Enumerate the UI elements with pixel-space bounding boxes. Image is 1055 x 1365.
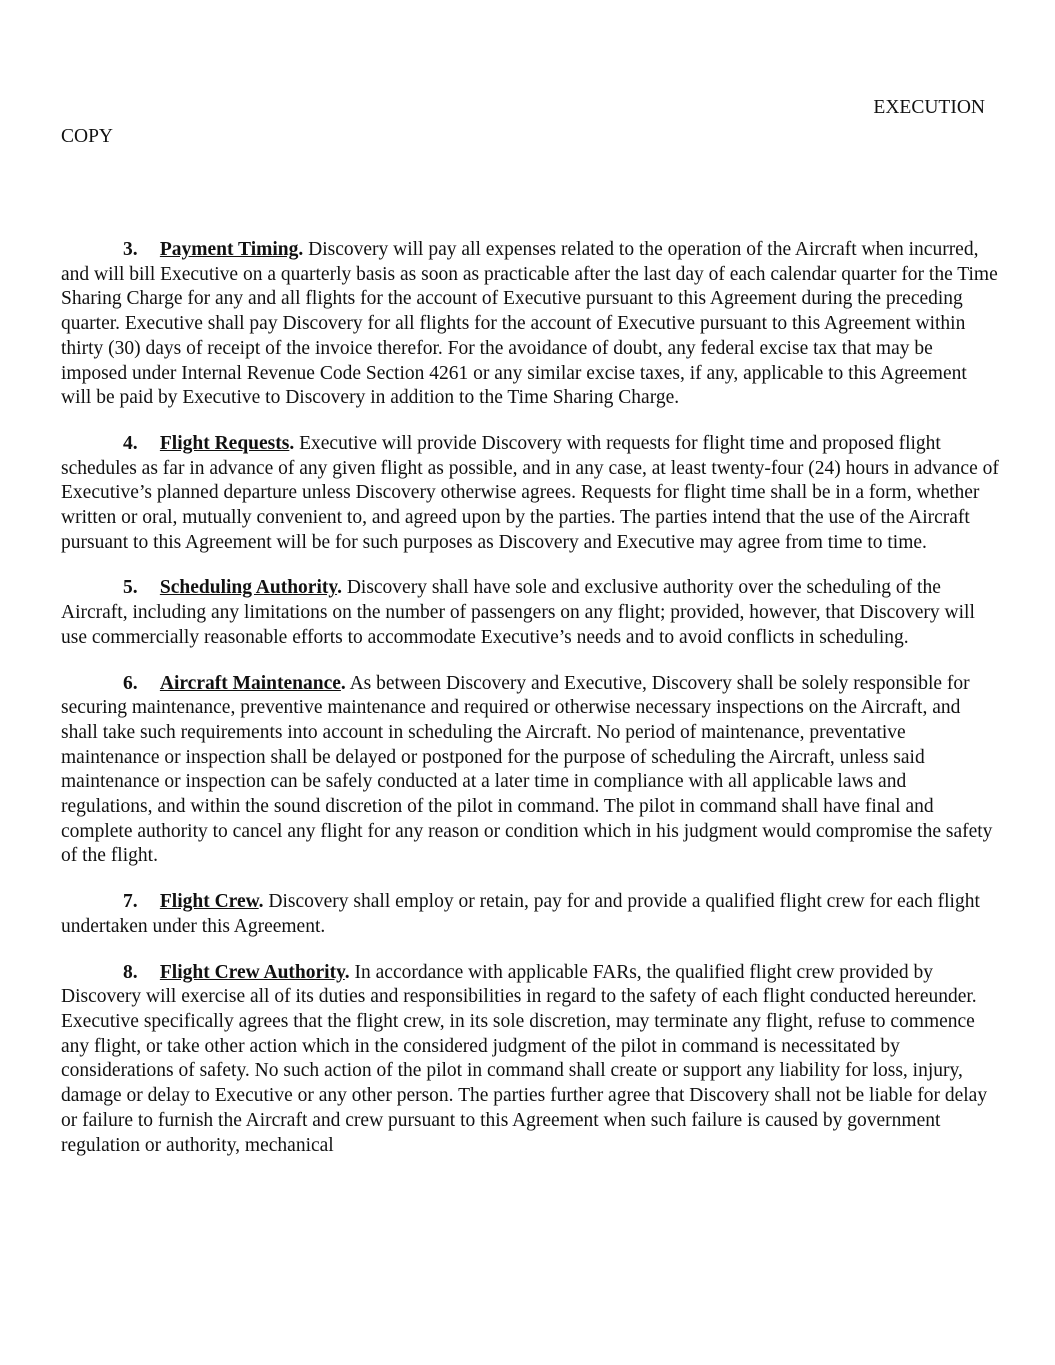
section-text: Discovery will pay all expenses related to the operation of the Aircraft when incurred, and will bill Executive on a quarterly basis as soon as practicable after the last day of each calendar quarter for the Time Sharing Charge for any and all flights for the account of Executive pursuant to this Agreement during the preceding quarter. Executive shall pay Discovery for all flights for the account of Executive pursuant to this Agreement within thirty (30) days of receipt of the invoice therefor. For the avoidance of doubt, any federal excise tax that may be imposed under Internal Revenue Code Section 4261 or any similar excise taxes, if any, applicable to this Agreement will be paid by Executive to Discovery in addition to the Time Sharing Charge. [61,239,998,409]
section-aircraft-maintenance [61,672,999,870]
section-payment-timing [61,238,999,411]
section-heading: Flight Requests [159,432,290,454]
section-text: Executive will provide Discovery with requests for flight time and proposed flight schedules as far in advance of any given flight as possible, and in any case, at least twenty-four (24) hours in advance of Executive’s planned departure unless Discovery otherwise agrees. Requests for flight time shall be in a form, whether written or oral, mutually convenient to, and agreed upon by the parties. The parties intend that the use of the Aircraft pursuant to this Agreement will be for such purposes as Discovery and Executive may agree from time to time. [61,432,999,553]
heading-period: . [337,577,342,599]
document-body [61,238,999,1179]
section-scheduling-authority [61,576,999,650]
section-heading: Aircraft Maintenance [159,672,341,694]
section-flight-requests [61,432,999,556]
heading-period: . [344,961,350,983]
section-heading: Flight Crew Authority [159,961,345,983]
heading-period: . [340,672,346,694]
section-number: 4. [123,432,138,454]
section-text: Discovery shall employ or retain, pay for and provide a qualified flight crew for each flight undertaken under this Agreement. [61,891,980,937]
heading-period: . [298,239,304,260]
execution-header: EXECUTION [873,97,985,118]
section-number: 8. [123,961,138,983]
section-number: 6. [123,672,138,694]
section-flight-crew [61,890,999,939]
heading-period: . [258,891,264,913]
section-number: 7. [123,891,138,913]
section-number: 3. [123,239,138,260]
section-heading: Scheduling Authority [159,577,338,599]
copy-header: COPY [61,126,114,147]
section-text: In accordance with applicable FARs, the qualified flight crew provided by Discovery will exercise all of its duties and responsibilities in regard to the safety of each flight conducted hereunder. Executive specifically agrees that the flight crew, in its sole discretion, may terminate any flight, refuse to commence any flight, or take other action which in the considered judgment of the pilot in command is necessitated by considerations of safety. No such action of the pilot in command shall create or support any liability for loss, injury, damage or delay to Executive or any other person. The parties further agree that Discovery shall not be liable for delay or failure to furnish the Aircraft and crew pursuant to this Agreement when such failure is caused by government regulation or authority, mechanical [61,961,988,1156]
section-heading: Payment Timing [159,239,299,260]
section-heading: Flight Crew [159,891,259,913]
heading-period: . [289,432,295,454]
section-flight-crew-authority [61,961,999,1159]
section-text: Discovery shall have sole and exclusive authority over the scheduling of the Aircraft, including any limitations on the number of passengers on any flight; provided, however, that Discovery will use commercially reasonable efforts to accommodate Executive’s needs and to avoid conflicts in scheduling. [61,577,975,648]
section-number: 5. [123,577,138,599]
section-text: As between Discovery and Executive, Discovery shall be solely responsible for securing maintenance, preventive maintenance and required or otherwise necessary inspections on the Aircraft, and shall take such requirements into account in scheduling the Aircraft. No period of maintenance, preventative maintenance or inspection shall be delayed or postponed for the purpose of scheduling the Aircraft, unless said maintenance or inspection can be safely conducted at a later time in compliance with all applicable laws and regulations, and within the sound discretion of the pilot in command. The pilot in command shall have final and complete authority to cancel any flight for any reason or condition which in his judgment would compromise the safety of the flight. [61,672,993,867]
